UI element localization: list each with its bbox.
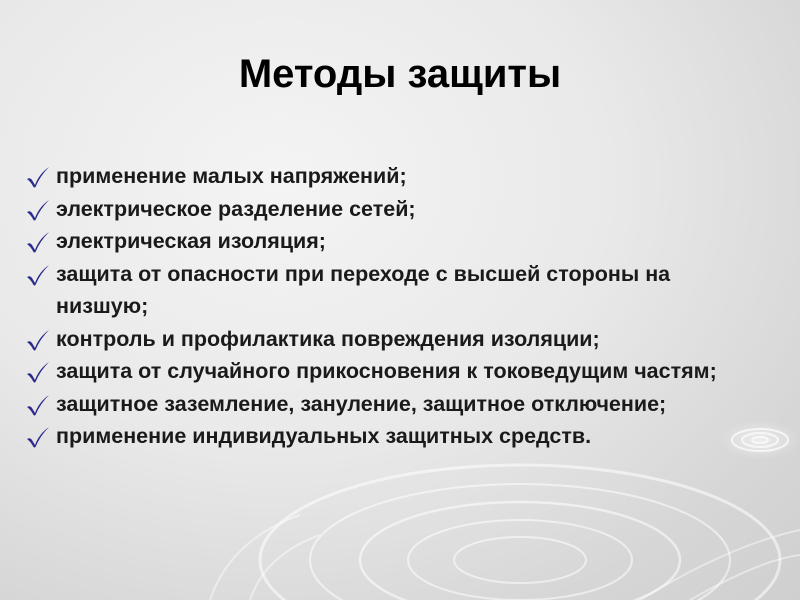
bullet-text: применение малых напряжений; (56, 164, 407, 188)
bullet-text: защита от случайного прикосновения к токоведущим частям; (56, 359, 717, 383)
list-item (26, 225, 766, 258)
bullet-text: электрическое разделение сетей; (56, 196, 416, 221)
list-item (26, 258, 766, 323)
checkmark-icon (26, 355, 56, 387)
checkmark-icon (26, 323, 56, 355)
bullet-text: применение индивидуальных защитных средств. (56, 424, 592, 448)
bullet-text: электрическая изоляция; (56, 229, 326, 253)
checkmark-icon (26, 193, 56, 225)
checkmark-icon (26, 225, 56, 257)
bullet-text: контроль и профилактика повреждения изоляции; (56, 326, 600, 351)
checkmark-icon (26, 388, 56, 420)
bullet-text: защита от опасности при переходе с высшей стороны на низшую; (56, 261, 671, 318)
slide-title: Методы защиты (238, 52, 562, 96)
list-item (26, 420, 766, 453)
list-item (26, 193, 766, 226)
bullet-text: защитное заземление, зануление, защитное отключение; (56, 391, 667, 416)
list-item (26, 355, 766, 388)
checkmark-icon (26, 420, 56, 452)
list-item (26, 388, 766, 421)
checkmark-icon (26, 160, 56, 192)
checkmark-icon (26, 258, 56, 290)
bullet-list (26, 160, 766, 453)
list-item (26, 160, 766, 193)
list-item (26, 323, 766, 356)
